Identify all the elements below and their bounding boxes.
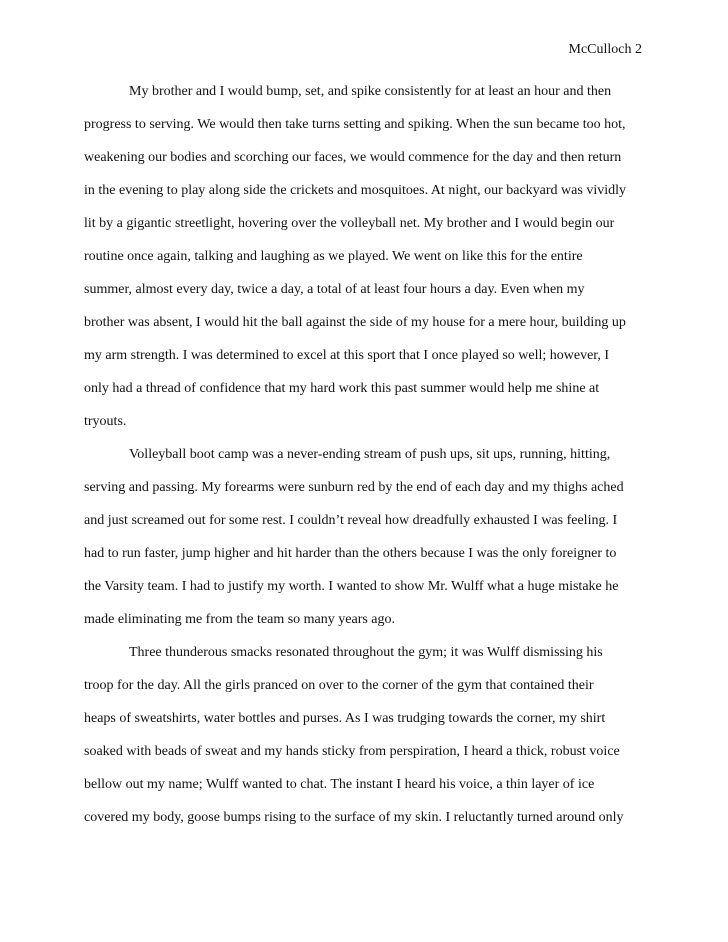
text-line: Three thunderous smacks resonated throughout the gym; it was Wulff dismissing his — [129, 645, 603, 660]
text-line: My brother and I would bump, set, and spike consistently for at least an hour and then — [129, 84, 612, 99]
text-line: troop for the day. All the girls pranced on over to the corner of the gym that contained their — [84, 678, 594, 693]
essay-body — [84, 82, 644, 841]
text-line: made eliminating me from the team so many years ago. — [84, 612, 396, 627]
text-line: bellow out my name; Wulff wanted to chat. The instant I heard his voice, a thin layer of ice — [84, 777, 595, 792]
text-line: progress to serving. We would then take turns setting and spiking. When the sun became too hot, — [84, 117, 626, 132]
text-line: brother was absent, I would hit the ball against the side of my house for a mere hour, building up — [84, 315, 626, 330]
text-line: heaps of sweatshirts, water bottles and purses. As I was trudging towards the corner, my shirt — [84, 711, 606, 726]
text-line: and just screamed out for some rest. I couldn’t reveal how dreadfully exhausted I was feeling. I — [84, 513, 618, 528]
text-line: soaked with beads of sweat and my hands sticky from perspiration, I heard a thick, robust voice — [84, 744, 620, 759]
text-line: summer, almost every day, twice a day, a total of at least four hours a day. Even when my — [84, 282, 585, 297]
text-line: the Varsity team. I had to justify my worth. I wanted to show Mr. Wulff what a huge mistake he — [84, 579, 619, 594]
text-line: serving and passing. My forearms were sunburn red by the end of each day and my thighs ached — [84, 480, 624, 495]
text-line: in the evening to play along side the crickets and mosquitoes. At night, our backyard was vividly — [84, 183, 627, 198]
text-line: weakening our bodies and scorching our faces, we would commence for the day and then return — [84, 150, 622, 165]
text-line: lit by a gigantic streetlight, hovering over the volleyball net. My brother and I would begin our — [84, 216, 615, 231]
text-line: only had a thread of confidence that my hard work this past summer would help me shine at — [84, 381, 600, 396]
text-line: routine once again, talking and laughing as we played. We went on like this for the entire — [84, 249, 583, 264]
text-line: tryouts. — [84, 414, 127, 429]
text-line: my arm strength. I was determined to excel at this sport that I once played so well; however, I — [84, 348, 610, 363]
text-line: Volleyball boot camp was a never-ending stream of push ups, sit ups, running, hitting, — [129, 447, 611, 462]
running-head: McCulloch 2 — [568, 42, 642, 57]
text-line: had to run faster, jump higher and hit harder than the others because I was the only foreigner to — [84, 546, 617, 561]
text-line: covered my body, goose bumps rising to the surface of my skin. I reluctantly turned around only — [84, 810, 624, 825]
